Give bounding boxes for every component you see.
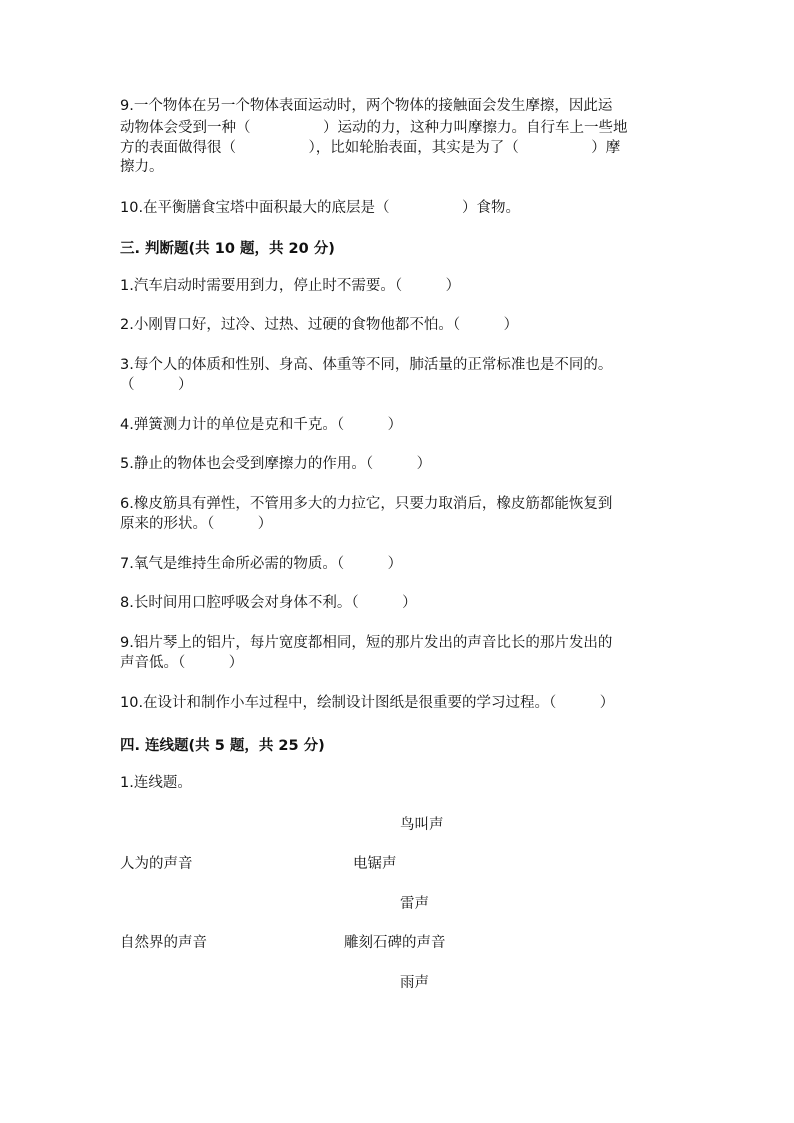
judge-question-7: 7.氧气是维持生命所必需的物质。（ ） <box>120 556 403 572</box>
match-left-item-2: 自然界的声音 <box>120 935 207 951</box>
judge-question-3-line-2: （ ） <box>120 377 193 393</box>
match-right-item-2: 电锯声 <box>353 856 397 872</box>
judge-question-5: 5.静止的物体也会受到摩擦力的作用。（ ） <box>120 456 432 472</box>
judge-question-2: 2.小刚胃口好，过冷、过热、过硬的食物他都不怕。（ ） <box>120 317 519 333</box>
fill-question-9-line-4: 擦力。 <box>120 159 164 175</box>
judge-question-1: 1.汽车启动时需要用到力，停止时不需要。（ ） <box>120 278 461 294</box>
fill-question-9-line-3: 方的表面做得很（ ），比如轮胎表面，其实是为了（ ）摩 <box>120 140 621 156</box>
match-left-item-1: 人为的声音 <box>120 856 193 872</box>
judge-question-8: 8.长时间用口腔呼吸会对身体不利。（ ） <box>120 595 417 611</box>
match-question-1: 1.连线题。 <box>120 775 192 791</box>
judge-question-10: 10.在设计和制作小车过程中，绘制设计图纸是很重要的学习过程。（ ） <box>120 695 615 711</box>
fill-question-10: 10.在平衡膳食宝塔中面积最大的底层是（ ）食物。 <box>120 200 521 216</box>
judge-question-9-line-1: 9.铝片琴上的铝片，每片宽度都相同，短的那片发出的声音比长的那片发出的 <box>120 635 613 651</box>
judge-question-3-line-1: 3.每个人的体质和性别、身高、体重等不同，肺活量的正常标准也是不同的。 <box>120 357 613 373</box>
match-right-item-5: 雨声 <box>400 975 429 991</box>
fill-question-9-line-1: 9.一个物体在另一个物体表面运动时，两个物体的接触面会发生摩擦，因此运 <box>120 98 613 114</box>
judge-question-9-line-2: 声音低。（ ） <box>120 655 244 671</box>
fill-question-9-line-2: 动物体会受到一种（ ）运动的力，这种力叫摩擦力。自行车上一些地 <box>120 120 628 136</box>
match-right-item-4: 雕刻石碑的声音 <box>344 935 446 951</box>
section-3-title: 三. 判断题(共 10 题，共 20 分) <box>120 241 335 257</box>
judge-question-6-line-1: 6.橡皮筋具有弹性，不管用多大的力拉它，只要力取消后，橡皮筋都能恢复到 <box>120 496 613 512</box>
match-right-item-1: 鸟叫声 <box>400 817 444 833</box>
judge-question-4: 4.弹簧测力计的单位是克和千克。（ ） <box>120 417 403 433</box>
section-4-title: 四. 连线题(共 5 题，共 25 分) <box>120 738 325 754</box>
match-right-item-3: 雷声 <box>400 896 429 912</box>
judge-question-6-line-2: 原来的形状。（ ） <box>120 516 273 532</box>
